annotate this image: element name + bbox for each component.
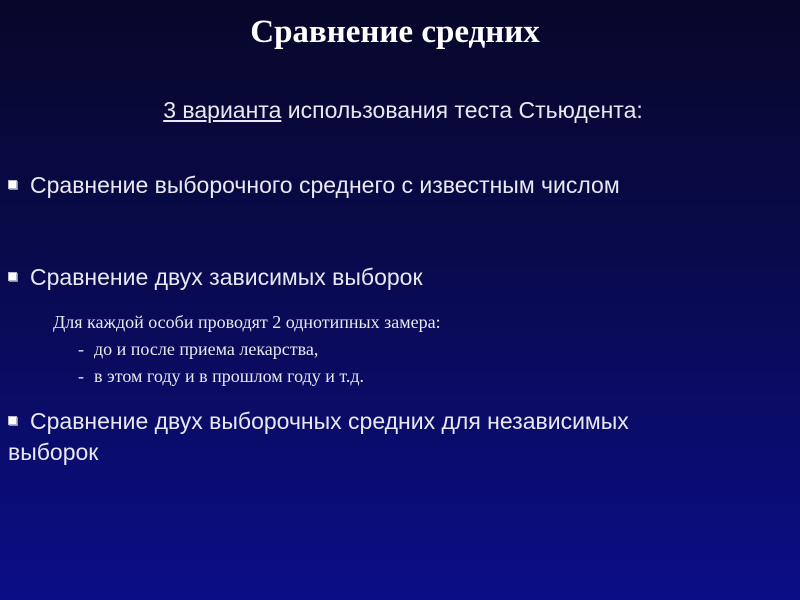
bullet-item bbox=[8, 262, 423, 293]
note-item-text: в этом году и в прошлом году и т.д. bbox=[94, 366, 365, 386]
bullet-item bbox=[8, 170, 620, 201]
bullet-text: Сравнение двух выборочных средних для независимых выборок bbox=[8, 408, 629, 465]
bullet-text: Сравнение выборочного среднего с известным числом bbox=[30, 172, 620, 198]
dash-marker: - bbox=[78, 339, 84, 359]
subtitle-underlined: 3 варианта bbox=[163, 97, 282, 123]
note-item bbox=[78, 366, 364, 387]
bullet-text: Сравнение двух зависимых выборок bbox=[30, 264, 423, 290]
note-item-text: до и после приема лекарства, bbox=[94, 339, 319, 359]
slide-title: Сравнение средних bbox=[250, 14, 540, 50]
dash-marker: - bbox=[78, 366, 84, 386]
slide-subtitle bbox=[0, 97, 800, 124]
subtitle-rest: использования теста Стьюдента: bbox=[281, 97, 643, 123]
note-item bbox=[78, 339, 318, 360]
note-intro: Для каждой особи проводят 2 однотипных замера: bbox=[53, 312, 441, 332]
bullet-item bbox=[8, 406, 698, 468]
square-bullet-icon bbox=[8, 272, 17, 281]
square-bullet-icon bbox=[8, 416, 17, 425]
square-bullet-icon bbox=[8, 180, 17, 189]
